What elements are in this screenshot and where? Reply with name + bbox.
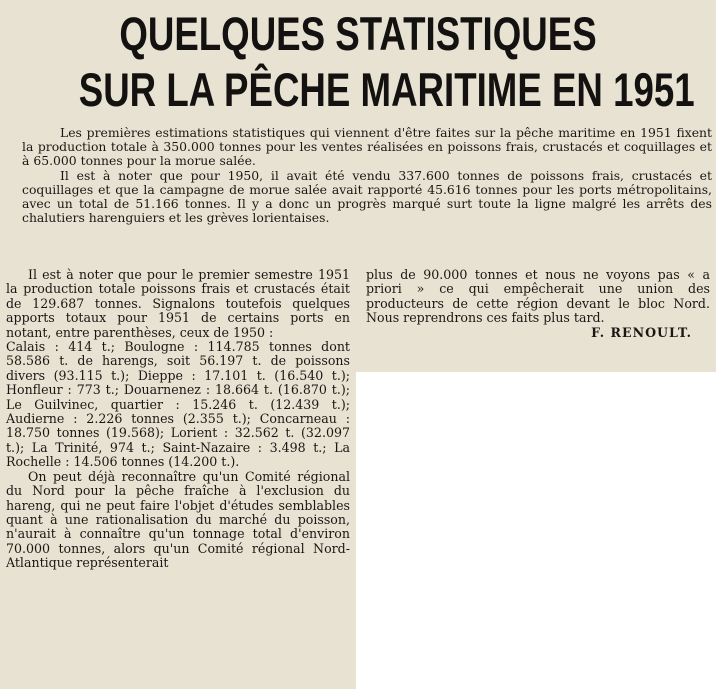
headline-line-1: QUELQUES STATISTIQUES (119, 7, 597, 60)
author-signature: F. RENOULT. (591, 324, 692, 340)
left-column (6, 268, 350, 571)
right-paragraph-1: plus de 90.000 tonnes et nous ne voyons pas « a priori » ce qui empêcherait une union des producteurs de cette région devant le bloc Nord. Nous reprendrons ces faits plus tard. (366, 267, 710, 326)
left-paragraph-1: Il est à noter que pour le premier semestre 1951 la production totale poissons frais et crustacés était de 129.687 tonnes. Signalons toutefois quelques apports totaux pour 1951 de certains ports en notant, entre parenthèses, ceux de 1950 : (6, 267, 350, 340)
left-paragraph-3: On peut déjà reconnaître qu'un Comité régional du Nord pour la pêche fraîche à l'exclusion du hareng, qui ne peut faire l'objet d'études semblables quant à une rationalisation du marché du poisson, n'aurait à connaître qu'un tonnage total d'environ 70.000 tonnes, alors qu'un Comité régional Nord-Atlantique représenterait (6, 468, 350, 571)
intro-paragraph-1: Les premières estimations statistiques qui viennent d'être faites sur la pêche maritime en 1951 fixent la production totale à 350.000 tonnes pour les ventes réalisées en poissons frais, crustacés et coquillages et à 65.000 tonnes pour la morue salée. (22, 125, 712, 169)
article-headline (78, 6, 695, 118)
intro-section (22, 126, 712, 225)
right-column (366, 268, 710, 340)
port-statistics-paragraph: Calais : 414 t.; Boulogne : 114.785 tonnes dont 58.586 t. de harengs, soit 56.197 t. de poissons divers (93.115 t.); Dieppe : 17.101 t. (16.540 t.); Honfleur : 773 t.; Douarnenez : 18.664 t. (16.870 t.); Le Guilvinec, quartier : 15.246 t. (12.439 t.); Audierne : 2.226 tonnes (2.355 t.); Concarneau : 18.750 tonnes (19.568); Lorient : 32.562 t. (32.097 t.); La Trinité, 974 t.; Saint-Nazaire : 3.498 t.; La Rochelle : 14.506 tonnes (14.200 t.). (6, 339, 350, 470)
headline-line-2: SUR LA PÊCHE MARITIME EN 1951 (78, 63, 695, 116)
intro-paragraph-2: Il est à noter que pour 1950, il avait été vendu 337.600 tonnes de poissons frais, crustacés et coquillages et que la campagne de morue salée avait rapporté 45.616 tonnes pour les ports métropolitains, avec un total de 51.166 tonnes. Il y a donc un progrès marqué surt toute la ligne malgré les arrêts des chalutiers harenguiers et les grèves lorientaises. (22, 167, 712, 226)
